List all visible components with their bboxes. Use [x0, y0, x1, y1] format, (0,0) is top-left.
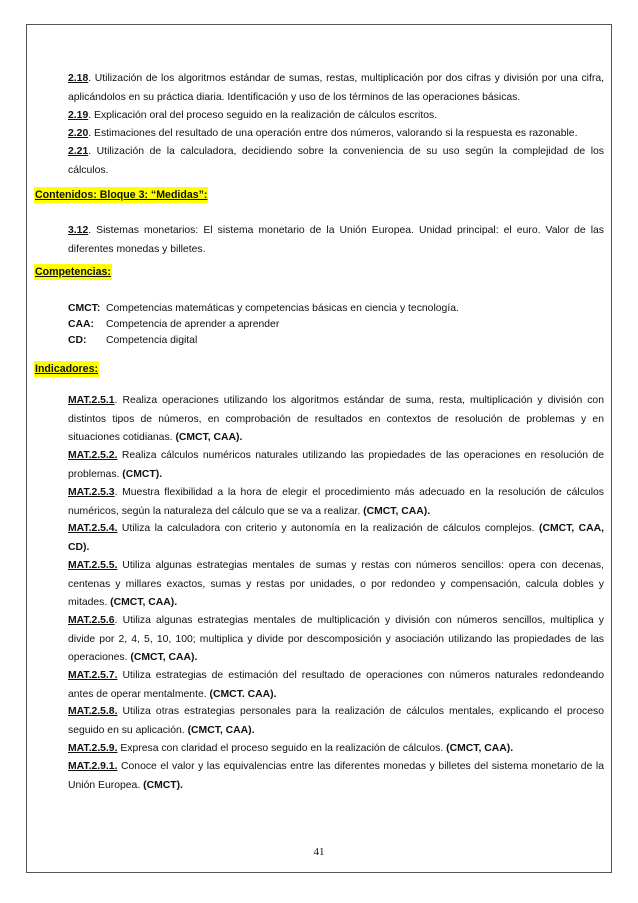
competencia-row: [68, 301, 459, 317]
competencia-row: [68, 317, 279, 333]
indicador-text: Utiliza otras estrategias personales para la realización de cálculos mentales, explicando el proceso seguido en su aplicación.: [68, 706, 604, 736]
indicador-item: [68, 740, 604, 759]
indicador-item: [68, 520, 604, 557]
competencia-row: [68, 333, 197, 349]
indicador-text: . Realiza operaciones utilizando los algoritmos estándar de suma, resta, multiplicación y división con distintos tipos de números, en comprobación de resultados en contextos de resolución de problemas y en situaciones cotidianas.: [68, 395, 604, 443]
page-number: 41: [313, 846, 325, 858]
indicador-text: Realiza cálculos numéricos naturales utilizando las propiedades de las operaciones en resolución de problemas.: [68, 450, 604, 480]
item-text: . Estimaciones del resultado de una operación entre dos números, valorando si la respuesta es razonable.: [88, 128, 578, 139]
item-text: . Utilización de la calculadora, decidiendo sobre la conveniencia de su uso según la complejidad de los cálculos.: [68, 146, 604, 176]
indicador-text: . Utiliza algunas estrategias mentales de multiplicación y división con números sencillos, multiplica y divide por 2, 4, 5, 10, 100; multiplica y divide por descomposición y asociación utilizando las propiedades de las operaciones.: [68, 615, 604, 663]
competencia-tag: (CMCT, CAA).: [187, 724, 255, 736]
indicador-item: [68, 758, 604, 795]
competencia-tag: (CMCT, CAA).: [363, 505, 431, 517]
competencia-tag: (CMCT, CAA, CD).: [68, 523, 604, 553]
item-code: 2.21: [68, 146, 89, 157]
indicadores-heading: Indicadores:: [35, 363, 98, 375]
content-item-2-19: [68, 107, 604, 126]
competencia-tag: (CMCT. CAA).: [209, 688, 277, 700]
item-text: . Explicación oral del proceso seguido en la realización de cálculos escritos.: [88, 110, 438, 121]
item-code: 2.18: [68, 73, 89, 84]
indicador-code: MAT.2.5.3: [68, 487, 115, 498]
item-code: 2.20: [68, 128, 89, 139]
indicador-item: [68, 447, 604, 484]
indicador-text: . Muestra flexibilidad a la hora de elegir el procedimiento más adecuado en la resolución de cálculos numéricos, según la naturaleza del cálculo que se va a realizar.: [68, 487, 604, 517]
indicador-item: [68, 392, 604, 448]
indicador-text: Utiliza algunas estrategias mentales de sumas y restas con números sencillos: opera con decenas, centenas y millares exactos, sumas y restas por unidades, o por redondeo y compensación, calcula dobles y mitades.: [68, 560, 604, 608]
competencia-tag: (CMCT).: [143, 779, 183, 791]
competencia-text: Competencia de aprender a aprender: [106, 319, 280, 330]
indicador-text: Utiliza estrategias de estimación del resultado de operaciones con números naturales redondeando antes de operar mentalmente.: [68, 670, 604, 700]
indicador-code: MAT.2.5.6: [68, 615, 115, 626]
indicador-text: Expresa con claridad el proceso seguido en la realización de cálculos.: [117, 743, 444, 754]
competencia-code: CD:: [68, 335, 87, 346]
content-item-3-12: [68, 222, 604, 259]
indicador-code: MAT.2.5.9.: [68, 743, 118, 754]
competencia-code: CMCT:: [68, 303, 101, 314]
competencia-tag: (CMCT, CAA).: [446, 743, 514, 754]
indicador-item: [68, 484, 604, 521]
item-code: 3.12: [68, 225, 89, 236]
indicador-text: Utiliza la calculadora con criterio y autonomía en la realización de cálculos complejos.: [117, 523, 535, 534]
indicador-code: MAT.2.5.8.: [68, 706, 118, 717]
item-code: 2.19: [68, 110, 89, 121]
competencia-text: Competencias matemáticas y competencias básicas en ciencia y tecnología.: [106, 303, 459, 314]
indicador-code: MAT.2.5.5.: [68, 560, 118, 571]
indicador-item: [68, 703, 604, 740]
indicador-item: [68, 612, 604, 668]
competencia-text: Competencia digital: [106, 335, 198, 346]
indicador-code: MAT.2.5.4.: [68, 523, 118, 534]
competencia-tag: (CMCT, CAA).: [175, 432, 243, 443]
competencia-tag: (CMCT, CAA).: [110, 597, 178, 608]
indicador-item: [68, 557, 604, 613]
indicador-item: [68, 667, 604, 704]
competencia-tag: (CMCT, CAA).: [130, 652, 198, 663]
content-item-2-21: [68, 143, 604, 180]
contenidos-heading: Contenidos: Bloque 3: “Medidas”:: [35, 189, 208, 201]
competencia-tag: (CMCT).: [122, 468, 163, 480]
competencia-code: CAA:: [68, 319, 94, 330]
item-text: . Sistemas monetarios: El sistema monetario de la Unión Europea. Unidad principal: el euro. Valor de las diferentes monedas y billetes.: [68, 225, 604, 255]
content-item-2-20: [68, 125, 604, 144]
content-item-2-18: [68, 70, 604, 107]
indicador-code: MAT.2.5.7.: [68, 670, 118, 681]
indicador-text: Conoce el valor y las equivalencias entre las diferentes monedas y billetes del sistema monetario de la Unión Europea.: [68, 761, 604, 791]
indicador-code: MAT.2.9.1.: [68, 761, 118, 772]
indicador-code: MAT.2.5.1: [68, 395, 115, 406]
competencias-heading: Competencias:: [35, 266, 111, 278]
item-text: . Utilización de los algoritmos estándar de sumas, restas, multiplicación por dos cifras y división por una cifra, aplicándolos en su práctica diaria. Identificación y uso de los términos de las operaciones básicas.: [68, 73, 604, 103]
indicador-code: MAT.2.5.2.: [68, 450, 118, 461]
